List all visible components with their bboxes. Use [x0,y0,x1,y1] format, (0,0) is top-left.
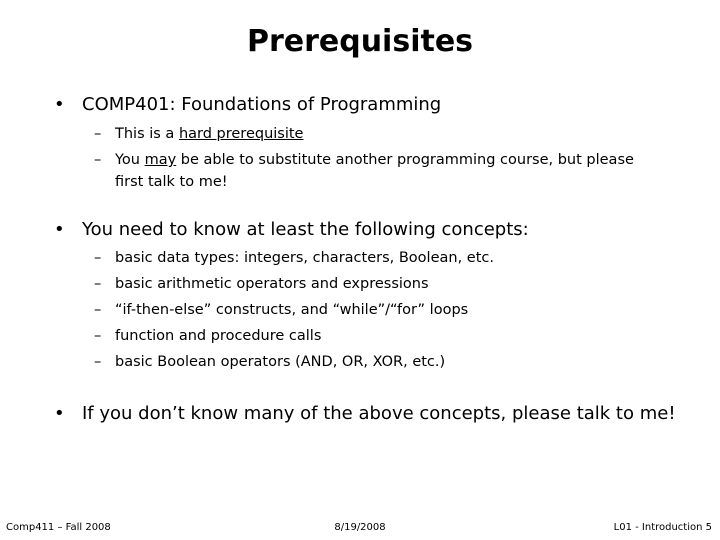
bullet-text: COMP401: Foundations of Programming [82,94,442,115]
subitem-text: “if-then-else” constructs, and “while”/“for” loops [115,302,469,318]
subitem-text: basic data types: integers, characters, Boolean, etc. [115,250,494,266]
subitem-text: This is a [115,126,179,142]
subitem-text: function and procedure calls [115,328,322,344]
dash-icon: – [94,276,102,292]
dash-icon: – [94,126,102,142]
dash-icon: – [94,302,102,318]
subitem-text: basic arithmetic operators and expressions [115,276,429,292]
bullet-icon: • [54,219,65,240]
underlined-text: may [144,152,177,168]
subitem-text: basic Boolean operators (AND, OR, XOR, etc.) [115,354,446,370]
dash-icon: – [94,152,102,168]
subitem-text: be able to substitute another programming course, but please [176,152,634,168]
bullet-text: If you don’t know many of the above concepts, please talk to me! [82,403,676,424]
underlined-text: hard prerequisite [178,126,304,142]
dash-icon: – [94,328,102,344]
dash-icon: – [94,354,102,370]
subitem-text: You [115,152,145,168]
bullet-icon: • [54,403,65,424]
bullet-text: You need to know at least the following concepts: [82,219,529,240]
footer-course: Comp411 – Fall 2008 [6,522,111,533]
footer-lecture-page: L01 - Introduction 5 [613,522,712,533]
slide-title: Prerequisites [246,24,474,59]
bullet-icon: • [54,94,65,115]
subitem-text: first talk to me! [115,174,228,190]
dash-icon: – [94,250,102,266]
footer-date: 8/19/2008 [334,522,386,533]
